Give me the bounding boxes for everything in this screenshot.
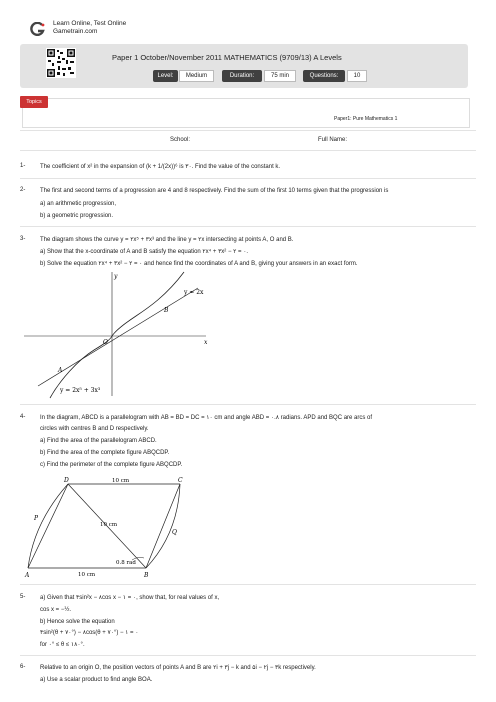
x-axis-label: x [204, 339, 208, 346]
question-text: for ۰° ≤ θ ≤ ۱۸۰°. [40, 642, 85, 648]
point-d-label: D [64, 477, 69, 484]
question-text: The coefficient of x² in the expansion of (k + 1/(2x))⁶ is ۳۰. Find the value of the constant k. [40, 164, 281, 170]
parallelogram-diagram [20, 472, 200, 580]
question-part: a) Show that the x-coordinate of A and B satisfy the equation ۲x⁴ + ۳x² − ۲ = ۰. [40, 249, 249, 255]
point-c-label: C [178, 477, 183, 484]
angle-label: 0.8 rad [116, 560, 136, 566]
question-part: b) Solve the equation ۲x⁴ + ۳x² − ۲ = ۰ and hence find the coordinates of A and B, giving your answers in an exact form. [40, 261, 358, 267]
divider [20, 130, 476, 131]
duration-label: Duration: [222, 70, 262, 82]
question-part: a) Use a scalar product to find angle BOA. [40, 677, 153, 683]
question-part: a) an arithmetic progression, [40, 201, 117, 207]
level-label: Level: [153, 70, 178, 82]
question-part: b) Find the area of the complete figure ABQCDP. [40, 450, 170, 456]
question-text: Relative to an origin O, the position vectors of points A and B are ۲i + ۳j − k and ۵i − ۲j − ۳k respectively. [40, 665, 316, 671]
question-number: 6- [20, 664, 26, 670]
question-part: a) Find the area of the parallelogram ABCD. [40, 438, 157, 444]
bottom-length-label: 10 cm [78, 572, 96, 578]
qr-code-icon [46, 48, 76, 78]
brand-site: Gametrain.com [53, 28, 98, 35]
question-part: b) a geometric progression. [40, 213, 114, 219]
logo-icon [30, 22, 46, 36]
topics-box [22, 98, 470, 128]
question-number: 1- [20, 163, 26, 169]
question-text: ۴sin²(θ + ۷۰°) − ۸cos(θ + ۷۰°) − ۱ = ۰ [40, 630, 139, 636]
duration-value: 75 min [264, 70, 296, 82]
diagonal-length-label: 10 cm [100, 522, 118, 528]
brand-tagline: Learn Online, Test Online [53, 20, 127, 27]
divider [20, 150, 476, 151]
school-field-label: School: [170, 137, 191, 143]
questions-label: Questions: [303, 70, 345, 82]
chord-bc [146, 484, 180, 568]
question-text: The diagram shows the curve y = ۲x⁵ + ۳x³ and the line y = ۲x intersecting at points A, O and B. [40, 237, 294, 243]
point-a-label: A [25, 572, 30, 579]
curve-line-diagram [20, 268, 220, 400]
point-p-label: P [34, 515, 39, 522]
origin-label: O [103, 339, 108, 346]
curve-label: y = 2x⁵ + 3x³ [60, 387, 101, 394]
divider [20, 655, 476, 656]
question-number: 4- [20, 414, 26, 420]
divider [20, 584, 476, 585]
level-value: Medium [179, 70, 214, 82]
curve [50, 272, 184, 398]
question-text: The first and second terms of a progression are 4 and 8 respectively. Find the sum of the first 10 terms given that the progression is [40, 188, 389, 194]
question-number: 5- [20, 594, 26, 600]
point-b-label: B [144, 572, 149, 579]
point-q-label: Q [172, 529, 177, 536]
divider [20, 178, 476, 179]
question-part: c) Find the perimeter of the complete figure ABQCDP. [40, 462, 183, 468]
topics-tag[interactable]: Topics [20, 96, 48, 108]
line-label: y = 2x [184, 289, 204, 296]
question-text: cos x = −½. [40, 607, 72, 613]
divider [20, 404, 476, 405]
name-field-label: Full Name: [318, 137, 348, 143]
questions-value: 10 [347, 70, 367, 82]
page-title: Paper 1 October/November 2011 MATHEMATICS (9709/13) A Levels [112, 53, 342, 62]
top-length-label: 10 cm [112, 478, 130, 484]
point-a-label: A [58, 367, 63, 374]
question-part: b) Hence solve the equation [40, 619, 115, 625]
y-axis-label: y [114, 273, 118, 280]
question-number: 2- [20, 187, 26, 193]
chord-ad [28, 484, 68, 568]
point-b-label: B [164, 307, 169, 314]
question-part: a) Given that ۴sin²x − ۸cos x − ۱ = ۰, show that, for real values of x, [40, 595, 220, 601]
topic-item: Paper1: Pure Mathematics 1 [334, 116, 398, 122]
divider [20, 226, 476, 227]
question-text: In the diagram, ABCD is a parallelogram with AB = BD = DC = ۱۰ cm and angle ABD = ۰.۸ radians. APD and BQC are arcs of [40, 415, 373, 421]
question-text: circles with centres B and D respectively. [40, 426, 149, 432]
question-number: 3- [20, 236, 26, 242]
